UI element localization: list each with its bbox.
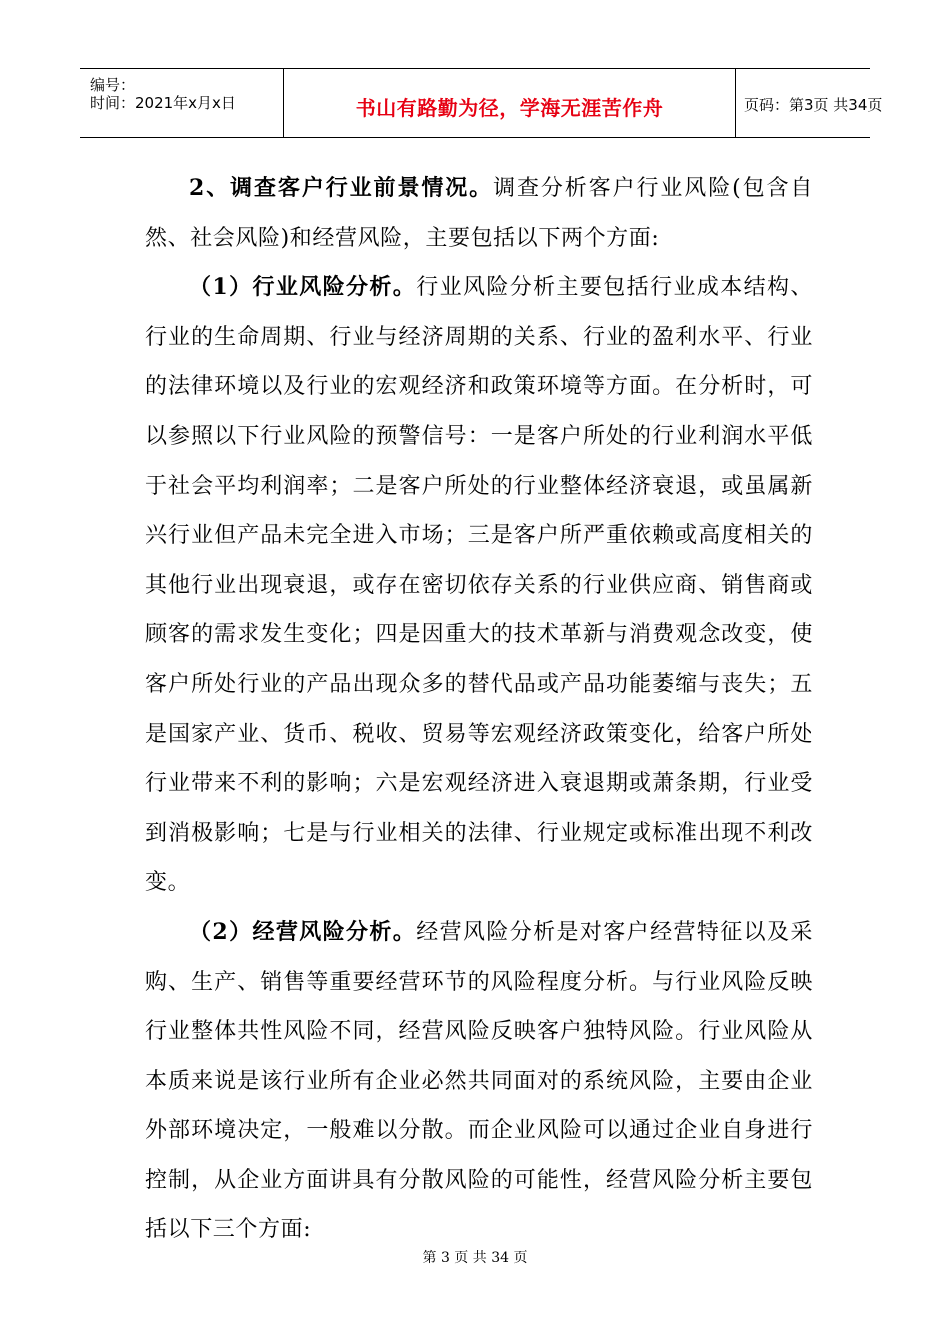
paragraph-3 xyxy=(145,908,813,1255)
document-header xyxy=(80,68,883,138)
paragraph-1 xyxy=(145,164,813,263)
paragraph-1-title: 2、调查客户行业前景情况。 xyxy=(189,175,494,201)
document-body xyxy=(145,164,813,1255)
paragraph-3-text: 经营风险分析是对客户经营特征以及采购、生产、销售等重要经营环节的风险程度分析。与行业风险反映行业整体共性风险不同，经营风险反映客户独特风险。行业风险从本质来说是该行业所有企业必然共同面对的系统风险，主要由企业外部环境决定，一般难以分散。而企业风险可以通过企业自身进行控制，从企业方面讲具有分散风险的可能性，经营风险分析主要包括以下三个方面: xyxy=(145,919,813,1243)
header-meta-cell xyxy=(80,69,284,137)
header-motto-cell xyxy=(284,69,736,137)
paragraph-2-text: 行业风险分析主要包括行业成本结构、行业的生命周期、行业与经济周期的关系、行业的盈利水平、行业的法律环境以及行业的宏观经济和政策环境等方面。在分析时，可以参照以下行业风险的预警信号：一是客户所处的行业利润水平低于社会平均利润率；二是客户所处的行业整体经济衰退，或虽属新兴行业但产品未完全进入市场；三是客户所严重依赖或高度相关的其他行业出现衰退，或存在密切依存关系的行业供应商、销售商或顾客的需求发生变化；四是因重大的技术革新与消费观念改变，使客户所处行业的产品出现众多的替代品或产品功能萎缩与丧失；五是国家产业、货币、税收、贸易等宏观经济政策变化，给客户所处行业带来不利的影响；六是宏观经济进入衰退期或萧条期，行业受到消极影响；七是与行业相关的法律、行业规定或标准出现不利改变。 xyxy=(145,275,813,896)
paragraph-3-title: （2）经营风险分析。 xyxy=(189,918,417,945)
header-motto: 书山有路勤为径，学海无涯苦作舟 xyxy=(355,96,664,120)
header-page-info: 页码：第3页 共34页 xyxy=(744,96,883,114)
page-footer: 第 3 页 共 34 页 xyxy=(422,1250,528,1266)
number-label: 编号： xyxy=(90,76,136,94)
paragraph-1-text: 调查分析客户行业风险(包含自然、社会风险)和经营风险，主要包括以下两个方面: xyxy=(145,176,813,251)
header-page-cell xyxy=(736,69,883,137)
time-label: 时间：2021年x月x日 xyxy=(90,94,236,112)
paragraph-2 xyxy=(145,263,813,908)
paragraph-2-title: （1）行业风险分析。 xyxy=(189,274,417,301)
